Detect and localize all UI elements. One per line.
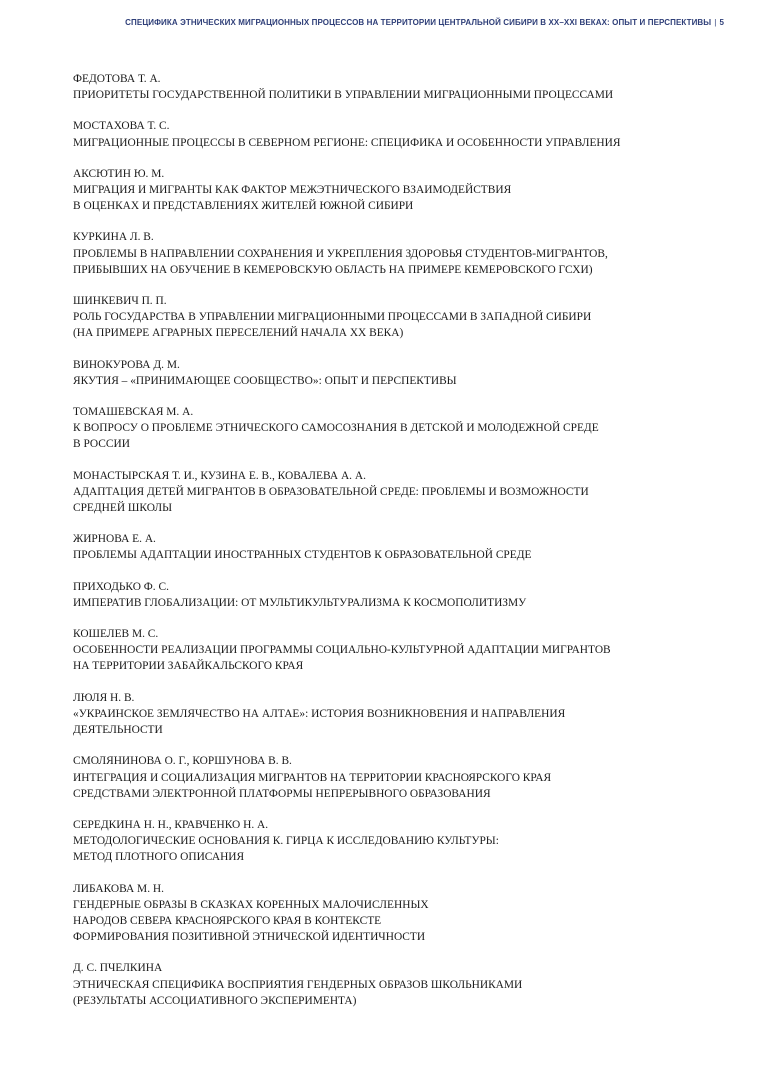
- entry-title-line: В ОЦЕНКАХ И ПРЕДСТАВЛЕНИЯХ ЖИТЕЛЕЙ ЮЖНОЙ СИБИРИ: [73, 200, 414, 213]
- entry-author: ЛИБАКОВА М. Н.: [73, 882, 164, 895]
- toc-entry: [73, 357, 733, 389]
- entry-author: СМОЛЯНИНОВА О. Г., КОРШУНОВА В. В.: [73, 755, 292, 768]
- toc-entry: [73, 404, 733, 453]
- toc-entry: [73, 166, 733, 215]
- entry-title-line: МЕТОДОЛОГИЧЕСКИЕ ОСНОВАНИЯ К. ГИРЦА К ИССЛЕДОВАНИЮ КУЛЬТУРЫ:: [73, 835, 499, 848]
- entry-title-line: ИНТЕГРАЦИЯ И СОЦИАЛИЗАЦИЯ МИГРАНТОВ НА ТЕРРИТОРИИ КРАСНОЯРСКОГО КРАЯ: [73, 771, 552, 784]
- toc-entry: [73, 579, 733, 611]
- entry-title-line: ПРИОРИТЕТЫ ГОСУДАРСТВЕННОЙ ПОЛИТИКИ В УПРАВЛЕНИИ МИГРАЦИОННЫМИ ПРОЦЕССАМИ: [73, 89, 614, 102]
- entry-title-line: (НА ПРИМЕРЕ АГРАРНЫХ ПЕРЕСЕЛЕНИЙ НАЧАЛА XX ВЕКА): [73, 327, 404, 340]
- entry-title-line: ПРОБЛЕМЫ АДАПТАЦИИ ИНОСТРАННЫХ СТУДЕНТОВ К ОБРАЗОВАТЕЛЬНОЙ СРЕДЕ: [73, 549, 532, 562]
- entry-author: ТОМАШЕВСКАЯ М. А.: [73, 406, 194, 419]
- toc-entry: [73, 960, 733, 1009]
- entry-title-line: ГЕНДЕРНЫЕ ОБРАЗЫ В СКАЗКАХ КОРЕННЫХ МАЛОЧИСЛЕННЫХ: [73, 898, 429, 911]
- entry-title-line: АДАПТАЦИЯ ДЕТЕЙ МИГРАНТОВ В ОБРАЗОВАТЕЛЬНОЙ СРЕДЕ: ПРОБЛЕМЫ И ВОЗМОЖНОСТИ: [73, 485, 589, 498]
- running-header-title: СПЕЦИФИКА ЭТНИЧЕСКИХ МИГРАЦИОННЫХ ПРОЦЕССОВ НА ТЕРРИТОРИИ ЦЕНТРАЛЬНОЙ СИБИРИ В XX–XXI ВЕКАХ: ОПЫТ И ПЕРСПЕКТИВЫ: [125, 18, 712, 27]
- entry-title-line: МИГРАЦИОННЫЕ ПРОЦЕССЫ В СЕВЕРНОМ РЕГИОНЕ: СПЕЦИФИКА И ОСОБЕННОСТИ УПРАВЛЕНИЯ: [73, 136, 621, 149]
- entry-title-line: МИГРАЦИЯ И МИГРАНТЫ КАК ФАКТОР МЕЖЭТНИЧЕСКОГО ВЗАИМОДЕЙСТВИЯ: [73, 184, 512, 197]
- toc-entry: [73, 753, 733, 802]
- toc-entry: [73, 531, 733, 563]
- entry-author: МОСТАХОВА Т. С.: [73, 120, 170, 133]
- toc-entry: [73, 293, 733, 342]
- entry-author: ВИНОКУРОВА Д. М.: [73, 358, 180, 371]
- entry-title-line: К ВОПРОСУ О ПРОБЛЕМЕ ЭТНИЧЕСКОГО САМОСОЗНАНИЯ В ДЕТСКОЙ И МОЛОДЕЖНОЙ СРЕДЕ: [73, 422, 599, 435]
- toc-entry: [73, 468, 733, 517]
- toc-entry: [73, 118, 733, 150]
- entry-title-line: СРЕДНЕЙ ШКОЛЫ: [73, 502, 173, 515]
- entry-title-line: НА ТЕРРИТОРИИ ЗАБАЙКАЛЬСКОГО КРАЯ: [73, 660, 304, 673]
- entry-title-line: НАРОДОВ СЕВЕРА КРАСНОЯРСКОГО КРАЯ В КОНТЕКСТЕ: [73, 914, 382, 927]
- entry-title-line: ДЕЯТЕЛЬНОСТИ: [73, 724, 163, 737]
- entry-title-line: РОЛЬ ГОСУДАРСТВА В УПРАВЛЕНИИ МИГРАЦИОННЫМИ ПРОЦЕССАМИ В ЗАПАДНОЙ СИБИРИ: [73, 311, 592, 324]
- toc-entry: [73, 881, 733, 946]
- entry-author: МОНАСТЫРСКАЯ Т. И., КУЗИНА Е. В., КОВАЛЕВА А. А.: [73, 469, 366, 482]
- entry-author: Д. С. ПЧЕЛКИНА: [73, 962, 163, 975]
- entry-title-line: «УКРАИНСКОЕ ЗЕМЛЯЧЕСТВО НА АЛТАЕ»: ИСТОРИЯ ВОЗНИКНОВЕНИЯ И НАПРАВЛЕНИЯ: [73, 707, 566, 720]
- entry-author: ЛЮЛЯ Н. В.: [73, 691, 135, 704]
- entry-title-line: СРЕДСТВАМИ ЭЛЕКТРОННОЙ ПЛАТФОРМЫ НЕПРЕРЫВНОГО ОБРАЗОВАНИЯ: [73, 787, 491, 800]
- toc-entry: [73, 626, 733, 675]
- page-number: 5: [719, 18, 724, 27]
- toc-entry: [73, 690, 733, 739]
- toc-entry: [73, 229, 733, 278]
- running-header-separator: |: [714, 18, 717, 27]
- entry-author: КОШЕЛЕВ М. С.: [73, 628, 159, 641]
- entry-title-line: ПРОБЛЕМЫ В НАПРАВЛЕНИИ СОХРАНЕНИЯ И УКРЕПЛЕНИЯ ЗДОРОВЬЯ СТУДЕНТОВ-МИГРАНТОВ,: [73, 247, 608, 260]
- entry-author: ЖИРНОВА Е. А.: [73, 533, 156, 546]
- table-of-contents: [73, 71, 733, 1024]
- entry-author: ПРИХОДЬКО Ф. С.: [73, 580, 169, 593]
- entry-title-line: ФОРМИРОВАНИЯ ПОЗИТИВНОЙ ЭТНИЧЕСКОЙ ИДЕНТИЧНОСТИ: [73, 931, 426, 944]
- entry-title-line: ОСОБЕННОСТИ РЕАЛИЗАЦИИ ПРОГРАММЫ СОЦИАЛЬНО-КУЛЬТУРНОЙ АДАПТАЦИИ МИГРАНТОВ: [73, 644, 611, 657]
- running-header: [80, 18, 724, 27]
- entry-title-line: ИМПЕРАТИВ ГЛОБАЛИЗАЦИИ: ОТ МУЛЬТИКУЛЬТУРАЛИЗМА К КОСМОПОЛИТИЗМУ: [73, 596, 527, 609]
- entry-author: ФЕДОТОВА Т. А.: [73, 73, 161, 85]
- entry-title-line: ПРИБЫВШИХ НА ОБУЧЕНИЕ В КЕМЕРОВСКУЮ ОБЛАСТЬ НА ПРИМЕРЕ КЕМЕРОВСКОГО ГСХИ): [73, 263, 593, 276]
- entry-title-line: ЯКУТИЯ – «ПРИНИМАЮЩЕЕ СООБЩЕСТВО»: ОПЫТ И ПЕРСПЕКТИВЫ: [73, 374, 457, 387]
- entry-title-line: МЕТОД ПЛОТНОГО ОПИСАНИЯ: [73, 851, 245, 864]
- entry-author: КУРКИНА Л. В.: [73, 231, 154, 244]
- toc-entry: [73, 817, 733, 866]
- entry-title-line: ЭТНИЧЕСКАЯ СПЕЦИФИКА ВОСПРИЯТИЯ ГЕНДЕРНЫХ ОБРАЗОВ ШКОЛЬНИКАМИ: [73, 978, 523, 991]
- toc-entry: [73, 71, 733, 103]
- entry-author: АКСЮТИН Ю. М.: [73, 167, 165, 180]
- entry-title-line: В РОССИИ: [73, 438, 130, 451]
- entry-author: ШИНКЕВИЧ П. П.: [73, 295, 167, 308]
- entry-title-line: (РЕЗУЛЬТАТЫ АССОЦИАТИВНОГО ЭКСПЕРИМЕНТА): [73, 994, 357, 1007]
- entry-author: СЕРЕДКИНА Н. Н., КРАВЧЕНКО Н. А.: [73, 818, 269, 831]
